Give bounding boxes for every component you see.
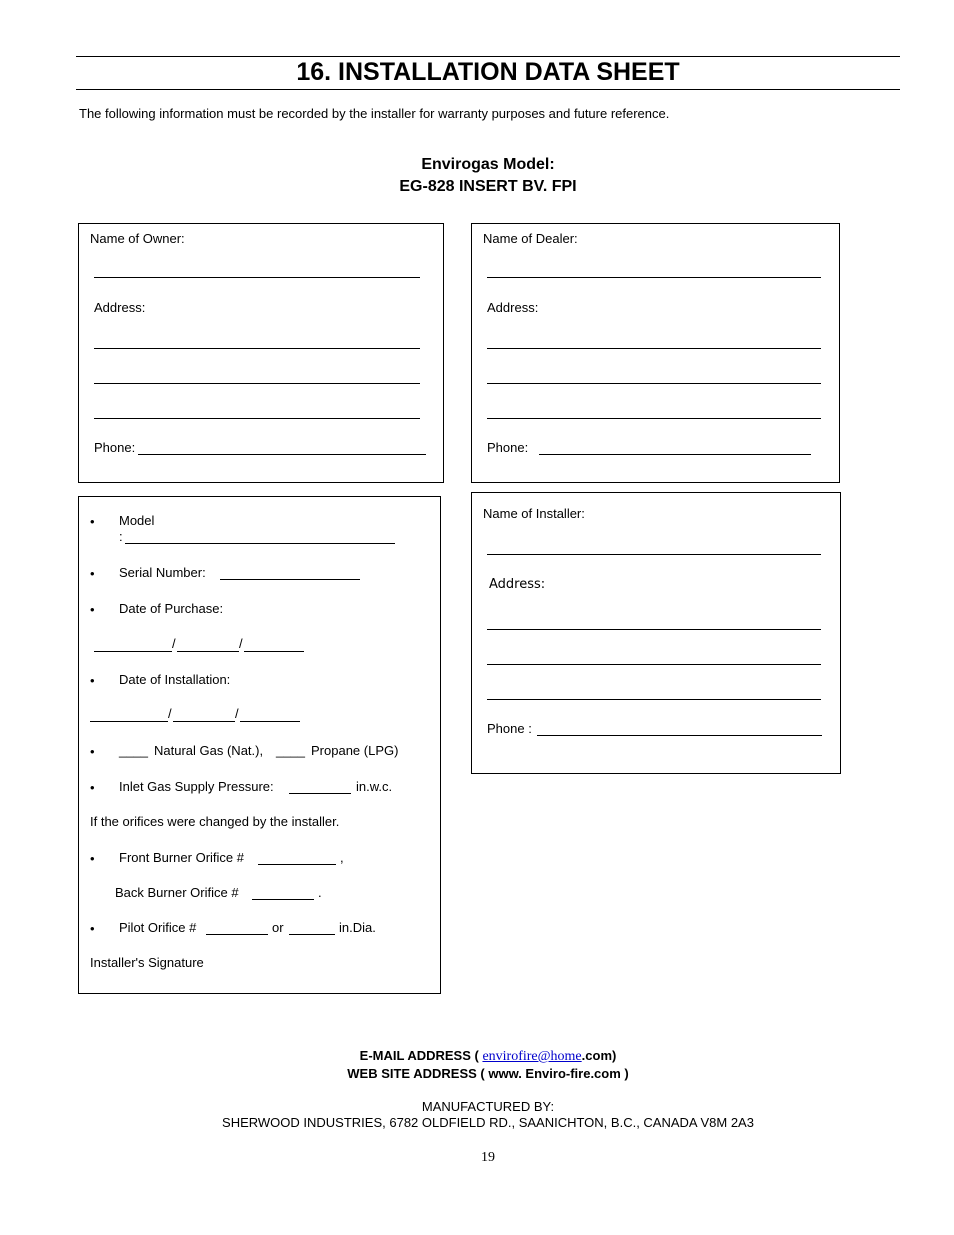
orifice-note: If the orifices were changed by the installer. [90, 814, 340, 829]
serial-number-label: Serial Number: [119, 565, 206, 580]
owner-name-label: Name of Owner: [90, 231, 185, 246]
pilot-diameter-field[interactable] [289, 934, 335, 935]
dealer-name-label: Name of Dealer: [483, 231, 578, 246]
natural-gas-checkbox[interactable]: ____ [119, 743, 148, 758]
website-line: WEB SITE ADDRESS ( www. Enviro-fire.com ) [347, 1066, 629, 1081]
pilot-or: or [272, 920, 284, 935]
bullet: • [90, 921, 95, 936]
top-rule [76, 56, 900, 57]
dealer-address-field-1[interactable] [487, 348, 821, 349]
details-box [78, 496, 441, 994]
bullet: • [90, 673, 95, 688]
dealer-address-field-2[interactable] [487, 383, 821, 384]
pilot-orifice-field[interactable] [206, 934, 268, 935]
pilot-orifice-label: Pilot Orifice # [119, 920, 197, 935]
dealer-phone-label: Phone: [487, 440, 529, 455]
back-orifice-label: Back Burner Orifice # [115, 885, 239, 900]
bullet: • [90, 514, 95, 529]
installer-name-field[interactable] [487, 554, 821, 555]
purchase-month-field[interactable] [177, 651, 239, 652]
manufacturer-address: SHERWOOD INDUSTRIES, 6782 OLDFIELD RD., SAANICHTON, B.C., CANADA V8M 2A3 [222, 1115, 754, 1130]
installer-name-label: Name of Installer: [483, 506, 585, 521]
email-prefix: E-MAIL ADDRESS ( [359, 1048, 479, 1063]
pressure-field[interactable] [289, 793, 351, 794]
installer-address-field-3[interactable] [487, 699, 821, 700]
dealer-address-field-3[interactable] [487, 418, 821, 419]
owner-phone-label: Phone: [94, 440, 136, 455]
pressure-label: Inlet Gas Supply Pressure: [119, 779, 274, 794]
owner-phone-field[interactable] [138, 454, 426, 455]
owner-address-field-1[interactable] [94, 348, 420, 349]
bullet: • [90, 602, 95, 617]
model-label: Model [119, 513, 155, 528]
intro-text: The following information must be recorded by the installer for warranty purposes and future reference. [79, 106, 670, 121]
owner-address-field-2[interactable] [94, 383, 420, 384]
date-separator: / [168, 706, 172, 721]
natural-gas-label: Natural Gas (Nat.), [154, 743, 264, 758]
installation-date-label: Date of Installation: [119, 672, 231, 687]
bullet: • [90, 566, 95, 581]
pilot-unit: in.Dia. [339, 920, 376, 935]
installation-year-field[interactable] [240, 721, 300, 722]
back-orifice-period: . [318, 885, 322, 900]
email-line [76, 1048, 900, 1065]
bullet: • [90, 744, 95, 759]
date-separator: / [239, 636, 243, 651]
title-underline [76, 89, 900, 90]
dealer-name-field[interactable] [487, 277, 821, 278]
manufactured-by: MANUFACTURED BY: [421, 1099, 555, 1114]
installer-address-field-2[interactable] [487, 664, 821, 665]
installer-address-field-1[interactable] [487, 629, 821, 630]
purchase-day-field[interactable] [94, 651, 172, 652]
email-link[interactable]: envirofire@home [482, 1049, 582, 1064]
model-field[interactable] [125, 543, 395, 544]
date-separator: / [235, 706, 239, 721]
owner-name-field[interactable] [94, 277, 420, 278]
installer-box [471, 492, 841, 774]
dealer-address-label: Address: [487, 300, 539, 315]
propane-label: Propane (LPG) [311, 743, 399, 758]
propane-checkbox[interactable]: ____ [276, 743, 305, 758]
installer-address-label: Address: [489, 577, 546, 592]
model-heading: Envirogas Model: [421, 156, 555, 173]
serial-number-field[interactable] [220, 579, 360, 580]
page-number: 19 [481, 1150, 495, 1165]
model-colon: : [119, 529, 123, 544]
front-orifice-comma: , [340, 850, 344, 865]
date-separator: / [172, 636, 176, 651]
owner-address-field-3[interactable] [94, 418, 420, 419]
purchase-year-field[interactable] [244, 651, 304, 652]
owner-box [78, 223, 444, 483]
model-name: EG-828 INSERT BV. FPI [399, 178, 577, 195]
dealer-phone-field[interactable] [539, 454, 811, 455]
front-orifice-field[interactable] [258, 864, 336, 865]
installer-phone-label: Phone : [487, 721, 532, 736]
installer-phone-field[interactable] [537, 735, 822, 736]
purchase-date-label: Date of Purchase: [119, 601, 224, 616]
dealer-box [471, 223, 840, 483]
installation-day-field[interactable] [90, 721, 168, 722]
page-title: 16. INSTALLATION DATA SHEET [296, 58, 680, 86]
front-orifice-label: Front Burner Orifice # [119, 850, 244, 865]
back-orifice-field[interactable] [252, 899, 314, 900]
owner-address-label: Address: [94, 300, 146, 315]
installation-month-field[interactable] [173, 721, 235, 722]
signature-label: Installer's Signature [90, 955, 204, 970]
bullet: • [90, 780, 95, 795]
email-suffix: .com) [581, 1048, 617, 1063]
bullet: • [90, 851, 95, 866]
pressure-unit: in.w.c. [356, 779, 393, 794]
